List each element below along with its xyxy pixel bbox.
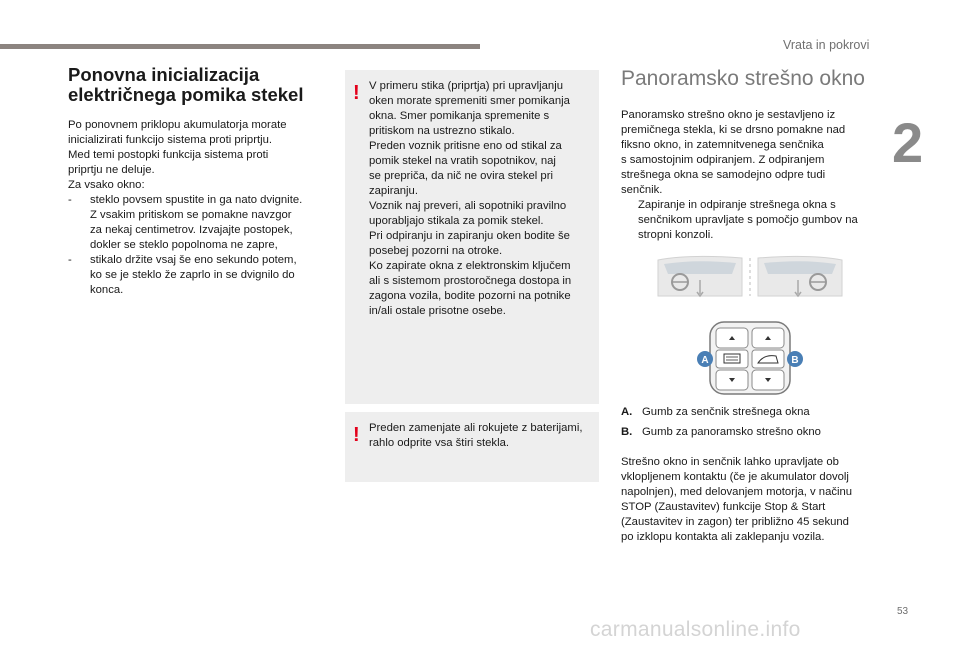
list-item bbox=[68, 193, 324, 253]
sunroof-heading: Panoramsko strešno okno bbox=[621, 67, 865, 90]
text-line: STOP (Zaustavitev) funkcije Stop & Start bbox=[621, 501, 826, 513]
callout-a-label: A bbox=[701, 355, 709, 366]
text-line: Med temi postopki funkcija sistema proti bbox=[68, 149, 269, 161]
right-column bbox=[621, 66, 881, 243]
text-line: senčnikom upravljate s pomočjo gumbov na bbox=[638, 214, 858, 226]
text-line: Voznik naj preveri, ali sopotniki pravilno bbox=[369, 200, 567, 212]
text-line: ko se je steklo že zaprlo in se dvignilo do bbox=[90, 269, 295, 281]
text-line: po izklopu kontakta ali zaklepanju vozila. bbox=[621, 531, 825, 543]
text-line: fiksno okno, in zatemnitvenega senčnika bbox=[621, 139, 824, 151]
legend-key: A. bbox=[621, 406, 633, 418]
text-line: vklopljenem kontaktu (če je akumulator dovolj bbox=[621, 471, 849, 483]
text-line: premičnega stekla, ki se drsno pomakne nad bbox=[621, 124, 846, 136]
text-line: (Zaustavitev in zagon) ter približno 45 sekund bbox=[621, 516, 849, 528]
text-line: strešnega okna se samodejno odpre tudi bbox=[621, 169, 826, 181]
legend-key: B. bbox=[621, 426, 633, 438]
sunroof-console-figure bbox=[650, 252, 850, 402]
text-line: Panoramsko strešno okno je sestavljeno iz bbox=[621, 109, 836, 121]
dash-marker: - bbox=[68, 194, 72, 206]
text-line: konca. bbox=[90, 284, 124, 296]
text-line: Za vsako okno: bbox=[68, 179, 145, 191]
text-line: ali s sistemom prostoročnega dostopa in bbox=[369, 275, 572, 287]
text-line: priprtju ne deluje. bbox=[68, 164, 155, 176]
text-line: steklo povsem spustite in ga nato dvignite. bbox=[90, 194, 303, 206]
sunroof-intro bbox=[621, 108, 881, 198]
sunroof-bullets bbox=[621, 198, 881, 243]
text-line: se prepriča, da nič ne ovira stekel pri bbox=[369, 170, 553, 182]
callout-b-label: B bbox=[791, 355, 799, 366]
text-line: Po ponovnem priklopu akumulatorja morate bbox=[68, 119, 287, 131]
section-title: Vrata in pokrovi bbox=[783, 38, 870, 52]
warning-icon: ! bbox=[353, 82, 360, 104]
text-line: rahlo odprite vsa štiri stekla. bbox=[369, 437, 510, 449]
left-column bbox=[68, 65, 324, 298]
text-line: senčnik. bbox=[621, 184, 663, 196]
reinit-heading-line2: električnega pomika stekel bbox=[68, 84, 304, 105]
car-shade-open-illustration bbox=[658, 256, 742, 296]
reinit-heading bbox=[68, 65, 324, 105]
text-line: Ko zapirate okna z elektronskim ključem bbox=[369, 260, 571, 272]
warning-box-anti-pinch bbox=[345, 70, 599, 404]
text-line: Preden voznik pritisne eno od stikal za bbox=[369, 140, 562, 152]
text-line: inicializirati funkcijo sistema proti priprtju. bbox=[68, 134, 273, 146]
legend-text: Gumb za senčnik strešnega okna bbox=[642, 406, 810, 418]
sunroof-operation-conditions bbox=[621, 455, 886, 545]
text-line: za nekaj centimetrov. Izvajajte postopek, bbox=[90, 224, 293, 236]
warning-icon: ! bbox=[353, 424, 360, 446]
dash-marker: - bbox=[68, 254, 72, 266]
reinit-heading-line1: Ponovna inicializacija bbox=[68, 64, 260, 85]
text-line: zapiranju. bbox=[369, 185, 418, 197]
header-rule bbox=[0, 44, 480, 49]
overhead-console bbox=[710, 322, 790, 394]
text-line: Pri odpiranju in zapiranju oken bodite še bbox=[369, 230, 570, 242]
text-line: Z vsakim pritiskom se pomakne navzgor bbox=[90, 209, 292, 221]
text-line: stikalo držite vsaj še eno sekundo potem, bbox=[90, 254, 297, 266]
text-line: okna. Smer pomikanja spremenite s bbox=[369, 110, 550, 122]
legend-item-a bbox=[621, 405, 881, 420]
text-line: uporabljajo stikala za pomik stekel. bbox=[369, 215, 544, 227]
car-sunroof-open-illustration bbox=[758, 256, 842, 296]
text-line: zagona vozila, bodite pozorni na potnike bbox=[369, 290, 571, 302]
list-item bbox=[621, 198, 881, 243]
text-line: napolnjen), med delovanjem motorja, v načinu bbox=[621, 486, 853, 498]
text-line: oken morate spremeniti smer pomikanja bbox=[369, 95, 570, 107]
legend-item-b bbox=[621, 425, 881, 440]
warning-box-batteries bbox=[345, 412, 599, 482]
text-line: s samostojnim odpiranjem. Z odpiranjem bbox=[621, 154, 825, 166]
reinit-intro bbox=[68, 118, 324, 193]
reinit-steps bbox=[68, 193, 324, 298]
text-line: pomik stekel na vratih sopotnikov, naj bbox=[369, 155, 556, 167]
text-line: in/ali ostale prisotne osebe. bbox=[369, 305, 506, 317]
watermark: carmanualsonline.info bbox=[590, 618, 801, 641]
figure-legend bbox=[621, 405, 881, 445]
chapter-number: 2 bbox=[892, 111, 924, 174]
text-line: Preden zamenjate ali rokujete z baterijami, bbox=[369, 422, 583, 434]
text-line: V primeru stika (priprtja) pri upravljanju bbox=[369, 80, 563, 92]
list-item bbox=[68, 253, 324, 298]
text-line: Zapiranje in odpiranje strešnega okna s bbox=[638, 199, 836, 211]
page-number: 53 bbox=[897, 606, 909, 617]
text-line: pritiskom na ustrezno stikalo. bbox=[369, 125, 515, 137]
text-line: stropni konzoli. bbox=[638, 229, 714, 241]
legend-text: Gumb za panoramsko strešno okno bbox=[642, 426, 821, 438]
text-line: Strešno okno in senčnik lahko upravljate ob bbox=[621, 456, 839, 468]
text-line: posebej pozorni na otroke. bbox=[369, 245, 503, 257]
text-line: dokler se steklo popolnoma ne zapre, bbox=[90, 239, 278, 251]
sunroof-console-illustration bbox=[650, 252, 850, 402]
